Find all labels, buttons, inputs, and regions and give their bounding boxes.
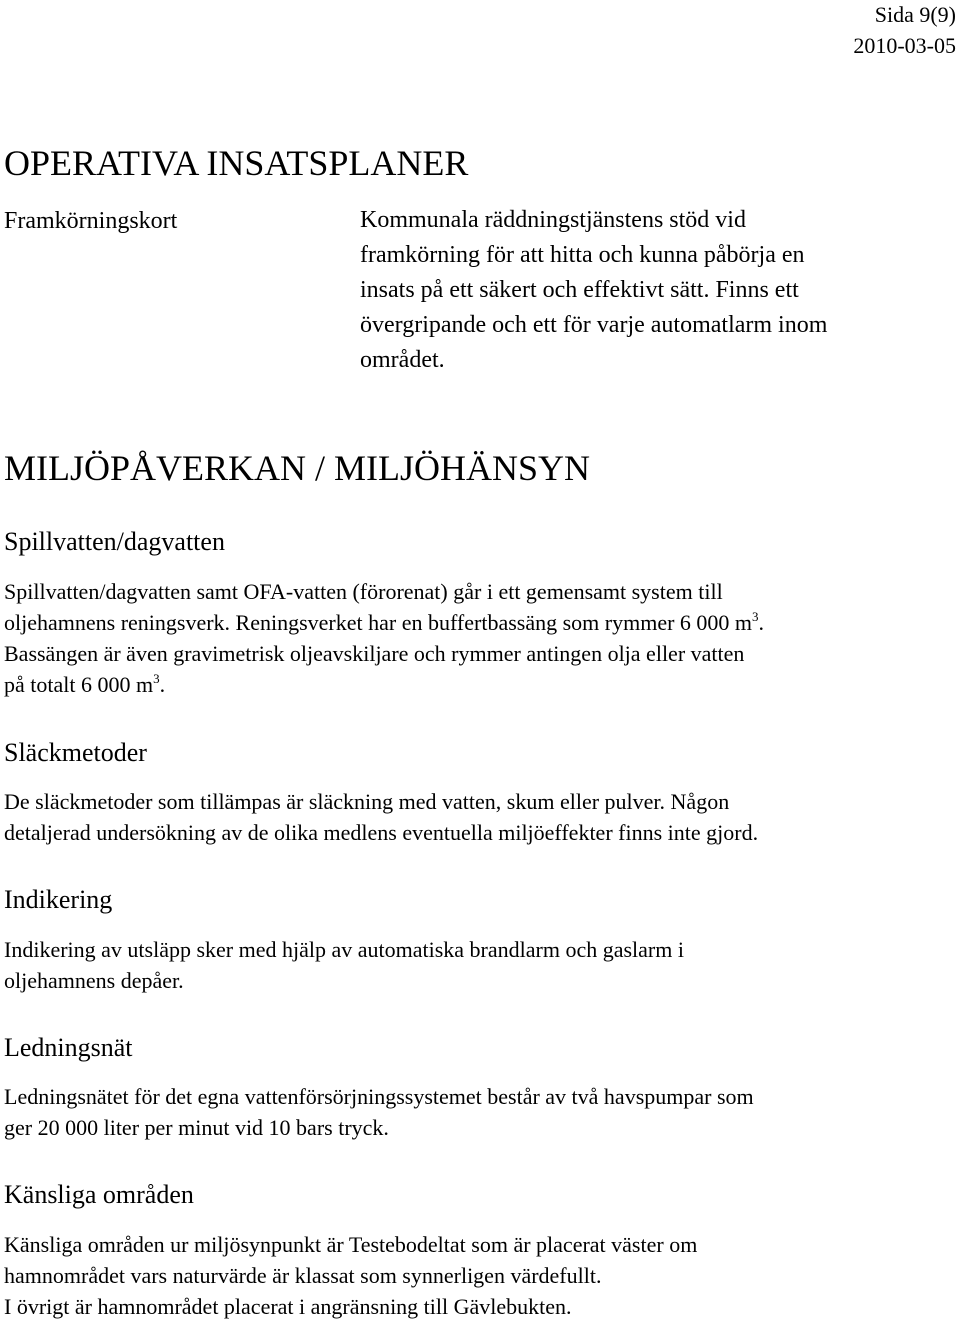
description-line: Kommunala räddningstjänstens stöd vid	[360, 207, 746, 233]
framkorningskort-label: Framkörningskort	[4, 208, 178, 234]
description-line: övergripande och ett för varje automatlarm inom	[360, 312, 828, 338]
paragraph-line: ger 20 000 liter per minut vid 10 bars tryck.	[4, 1115, 389, 1140]
paragraph-ledningsnat	[4, 1081, 958, 1143]
heading-spillvatten: Spillvatten/dagvatten	[4, 527, 225, 556]
section-title-operativa: OPERATIVA INSATSPLANER	[4, 143, 469, 183]
paragraph-line: hamnområdet vars naturvärde är klassat som synnerligen värdefullt.	[4, 1263, 602, 1288]
paragraph-line: oljehamnens reningsverk. Reningsverket har en buffertbassäng som rymmer 6 000 $m^3$.	[4, 609, 765, 635]
paragraph-line: oljehamnens depåer.	[4, 968, 184, 993]
section-title-miljo: MILJÖPÅVERKAN / MILJÖHÄNSYN	[4, 448, 591, 488]
paragraph-indikering	[4, 934, 958, 996]
page-number: Sida 9(9)	[874, 2, 956, 27]
heading-slackmetoder: Släckmetoder	[4, 738, 147, 767]
paragraph-line: Ledningsnätet för det egna vattenförsörjningssystemet består av två havspumpar som	[4, 1084, 754, 1109]
paragraph-line: på totalt 6 000 $m^3$.	[4, 671, 166, 697]
paragraph-slackmetoder	[4, 786, 958, 848]
description-line: framkörning för att hitta och kunna påbörja en	[360, 242, 805, 268]
description-line: insats på ett säkert och effektivt sätt. Finns ett	[360, 277, 799, 303]
paragraph-kansliga-omraden	[4, 1229, 958, 1322]
paragraph-line: I övrigt är hamnområdet placerat i angränsning till Gävlebukten.	[4, 1294, 572, 1319]
document-date: 2010-03-05	[853, 33, 956, 58]
heading-ledningsnat: Ledningsnät	[4, 1033, 133, 1062]
superscript: 3	[153, 671, 160, 686]
paragraph-line: Bassängen är även gravimetrisk oljeavskiljare och rymmer antingen olja eller vatten	[4, 641, 745, 666]
paragraph-line: Känsliga områden ur miljösynpunkt är Testebodeltat som är placerat väster om	[4, 1232, 698, 1257]
paragraph-line: De släckmetoder som tillämpas är släckning med vatten, skum eller pulver. Någon	[4, 789, 730, 814]
paragraph-line: Spillvatten/dagvatten samt OFA-vatten (förorenat) går i ett gemensamt system till	[4, 579, 723, 604]
paragraph-line: Indikering av utsläpp sker med hjälp av automatiska brandlarm och gaslarm i	[4, 937, 684, 962]
paragraph-line: detaljerad undersökning av de olika medlens eventuella miljöeffekter finns inte gjord.	[4, 820, 759, 845]
description-line: området.	[360, 347, 445, 373]
heading-indikering: Indikering	[4, 885, 113, 914]
heading-kansliga-omraden: Känsliga områden	[4, 1180, 194, 1209]
paragraph-spillvatten	[4, 576, 958, 700]
superscript: 3	[752, 609, 759, 624]
framkorningskort-description	[360, 203, 960, 378]
